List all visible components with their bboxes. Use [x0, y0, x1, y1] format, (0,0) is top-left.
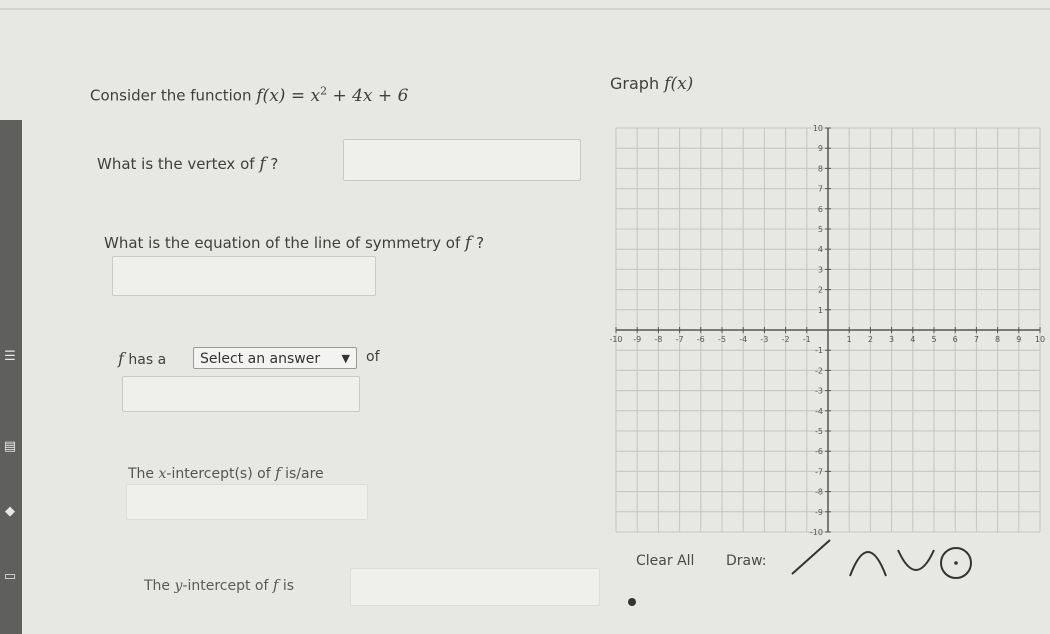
parabola-down-tool-icon[interactable]: [894, 534, 940, 578]
x-tick-label: -2: [781, 335, 790, 344]
y-intercept-answer-input[interactable]: [350, 568, 600, 606]
circle-tool-icon[interactable]: [937, 544, 975, 582]
extremum-of: of: [366, 349, 380, 365]
x-tick-label: -9: [633, 335, 642, 344]
x-tick-label: 8: [995, 335, 1001, 344]
vertex-f: f: [259, 154, 266, 174]
function-prefix: Consider the function: [90, 86, 252, 105]
tool-icon[interactable]: ◆: [5, 504, 15, 519]
function-exponent: 2: [320, 84, 328, 97]
symmetry-answer-input[interactable]: [112, 256, 376, 296]
y-tick-label: 1: [817, 305, 823, 315]
x-tick-label: 2: [867, 335, 873, 344]
extremum-select[interactable]: [193, 347, 357, 369]
y-intercept-question: [144, 576, 294, 594]
x-intercept-text: -intercept(s) of: [166, 466, 271, 482]
x-tick-label: -10: [609, 335, 623, 344]
x-tick-label: 5: [931, 335, 937, 344]
x-tick-label: 3: [889, 335, 895, 344]
function-lhs: f(x) = x: [256, 85, 321, 106]
y-tick-label: 10: [812, 124, 823, 133]
line-tool-icon[interactable]: [788, 534, 834, 578]
function-expression: [256, 86, 408, 106]
graph-title-prefix: Graph: [610, 74, 660, 93]
x-tick-label: 1: [846, 335, 852, 344]
x-intercept-isare: is/are: [285, 466, 324, 482]
y-tick-label: 2: [817, 285, 823, 295]
x-intercept-x: x: [158, 466, 167, 482]
function-rhs: + 4x + 6: [327, 85, 409, 106]
y-tick-label: 3: [817, 265, 823, 275]
x-tick-label: 7: [973, 335, 979, 344]
x-tick-label: -1: [802, 335, 811, 344]
x-tick-label: 9: [1016, 335, 1022, 344]
y-tick-label: -4: [815, 406, 823, 416]
vertex-answer-input[interactable]: [343, 139, 581, 181]
x-tick-label: -3: [760, 335, 769, 344]
symmetry-f: f: [465, 233, 472, 253]
y-tick-label: 4: [817, 245, 823, 255]
y-tick-label: -6: [815, 447, 823, 457]
y-intercept-the: The: [144, 578, 171, 594]
x-tick-label: 4: [910, 335, 916, 344]
y-intercept-y: y: [174, 578, 183, 594]
page-top-border: [0, 8, 1050, 10]
x-intercept-f: f: [275, 464, 281, 482]
point-marker: [628, 598, 636, 606]
y-intercept-is: is: [282, 578, 295, 594]
x-tick-label: -8: [654, 335, 663, 344]
y-tick-label: -1: [815, 346, 823, 356]
y-tick-label: -9: [815, 507, 823, 517]
menu-icon[interactable]: ☰: [4, 349, 16, 364]
extremum-has-a: has a: [128, 352, 167, 368]
y-tick-label: 7: [817, 184, 823, 194]
x-tick-label: -5: [718, 335, 726, 344]
graph-canvas[interactable]: [608, 120, 1048, 540]
y-tick-label: -2: [815, 366, 823, 376]
symmetry-qmark: ?: [476, 234, 485, 252]
y-tick-label: -5: [815, 427, 823, 436]
extremum-question: [118, 349, 166, 368]
extremum-select-value: Select an answer: [200, 351, 321, 367]
x-tick-label: 10: [1034, 335, 1046, 344]
x-intercept-answer-input[interactable]: [126, 484, 368, 520]
document-icon[interactable]: ▤: [3, 439, 17, 454]
graph-title: [610, 74, 693, 94]
y-tick-label: 5: [817, 225, 823, 234]
y-tick-label: 8: [817, 164, 823, 174]
chevron-down-icon: ▼: [341, 352, 350, 365]
y-tick-label: 6: [817, 204, 823, 214]
left-sidebar: [0, 120, 22, 634]
y-tick-label: -3: [815, 386, 823, 396]
x-intercept-the: The: [128, 466, 155, 482]
vertex-question: [97, 154, 278, 174]
x-tick-label: 6: [952, 335, 958, 344]
clear-all-button[interactable]: Clear All: [636, 553, 695, 569]
y-tick-label: 9: [817, 144, 823, 154]
vertex-label: What is the vertex of: [97, 155, 255, 173]
y-tick-label: -8: [815, 487, 823, 497]
y-tick-label: -10: [809, 528, 823, 537]
draw-label: Draw:: [726, 553, 767, 569]
parabola-up-tool-icon[interactable]: [846, 534, 892, 578]
vertex-qmark: ?: [270, 155, 279, 173]
extremum-f: f: [118, 349, 124, 368]
note-icon[interactable]: ▭: [3, 569, 17, 584]
y-intercept-text: -intercept of: [182, 578, 269, 594]
x-tick-label: -6: [696, 335, 705, 344]
y-tick-label: -7: [815, 467, 823, 477]
function-statement: [90, 84, 408, 106]
x-intercept-question: [128, 464, 324, 482]
extremum-answer-input[interactable]: [122, 376, 360, 412]
x-tick-label: -4: [739, 335, 748, 344]
graph-title-fn: f(x): [664, 74, 694, 94]
y-intercept-f: f: [272, 576, 279, 594]
symmetry-question: [104, 233, 484, 253]
x-tick-label: -7: [675, 335, 684, 344]
symmetry-label: What is the equation of the line of symmetry of: [104, 234, 461, 252]
